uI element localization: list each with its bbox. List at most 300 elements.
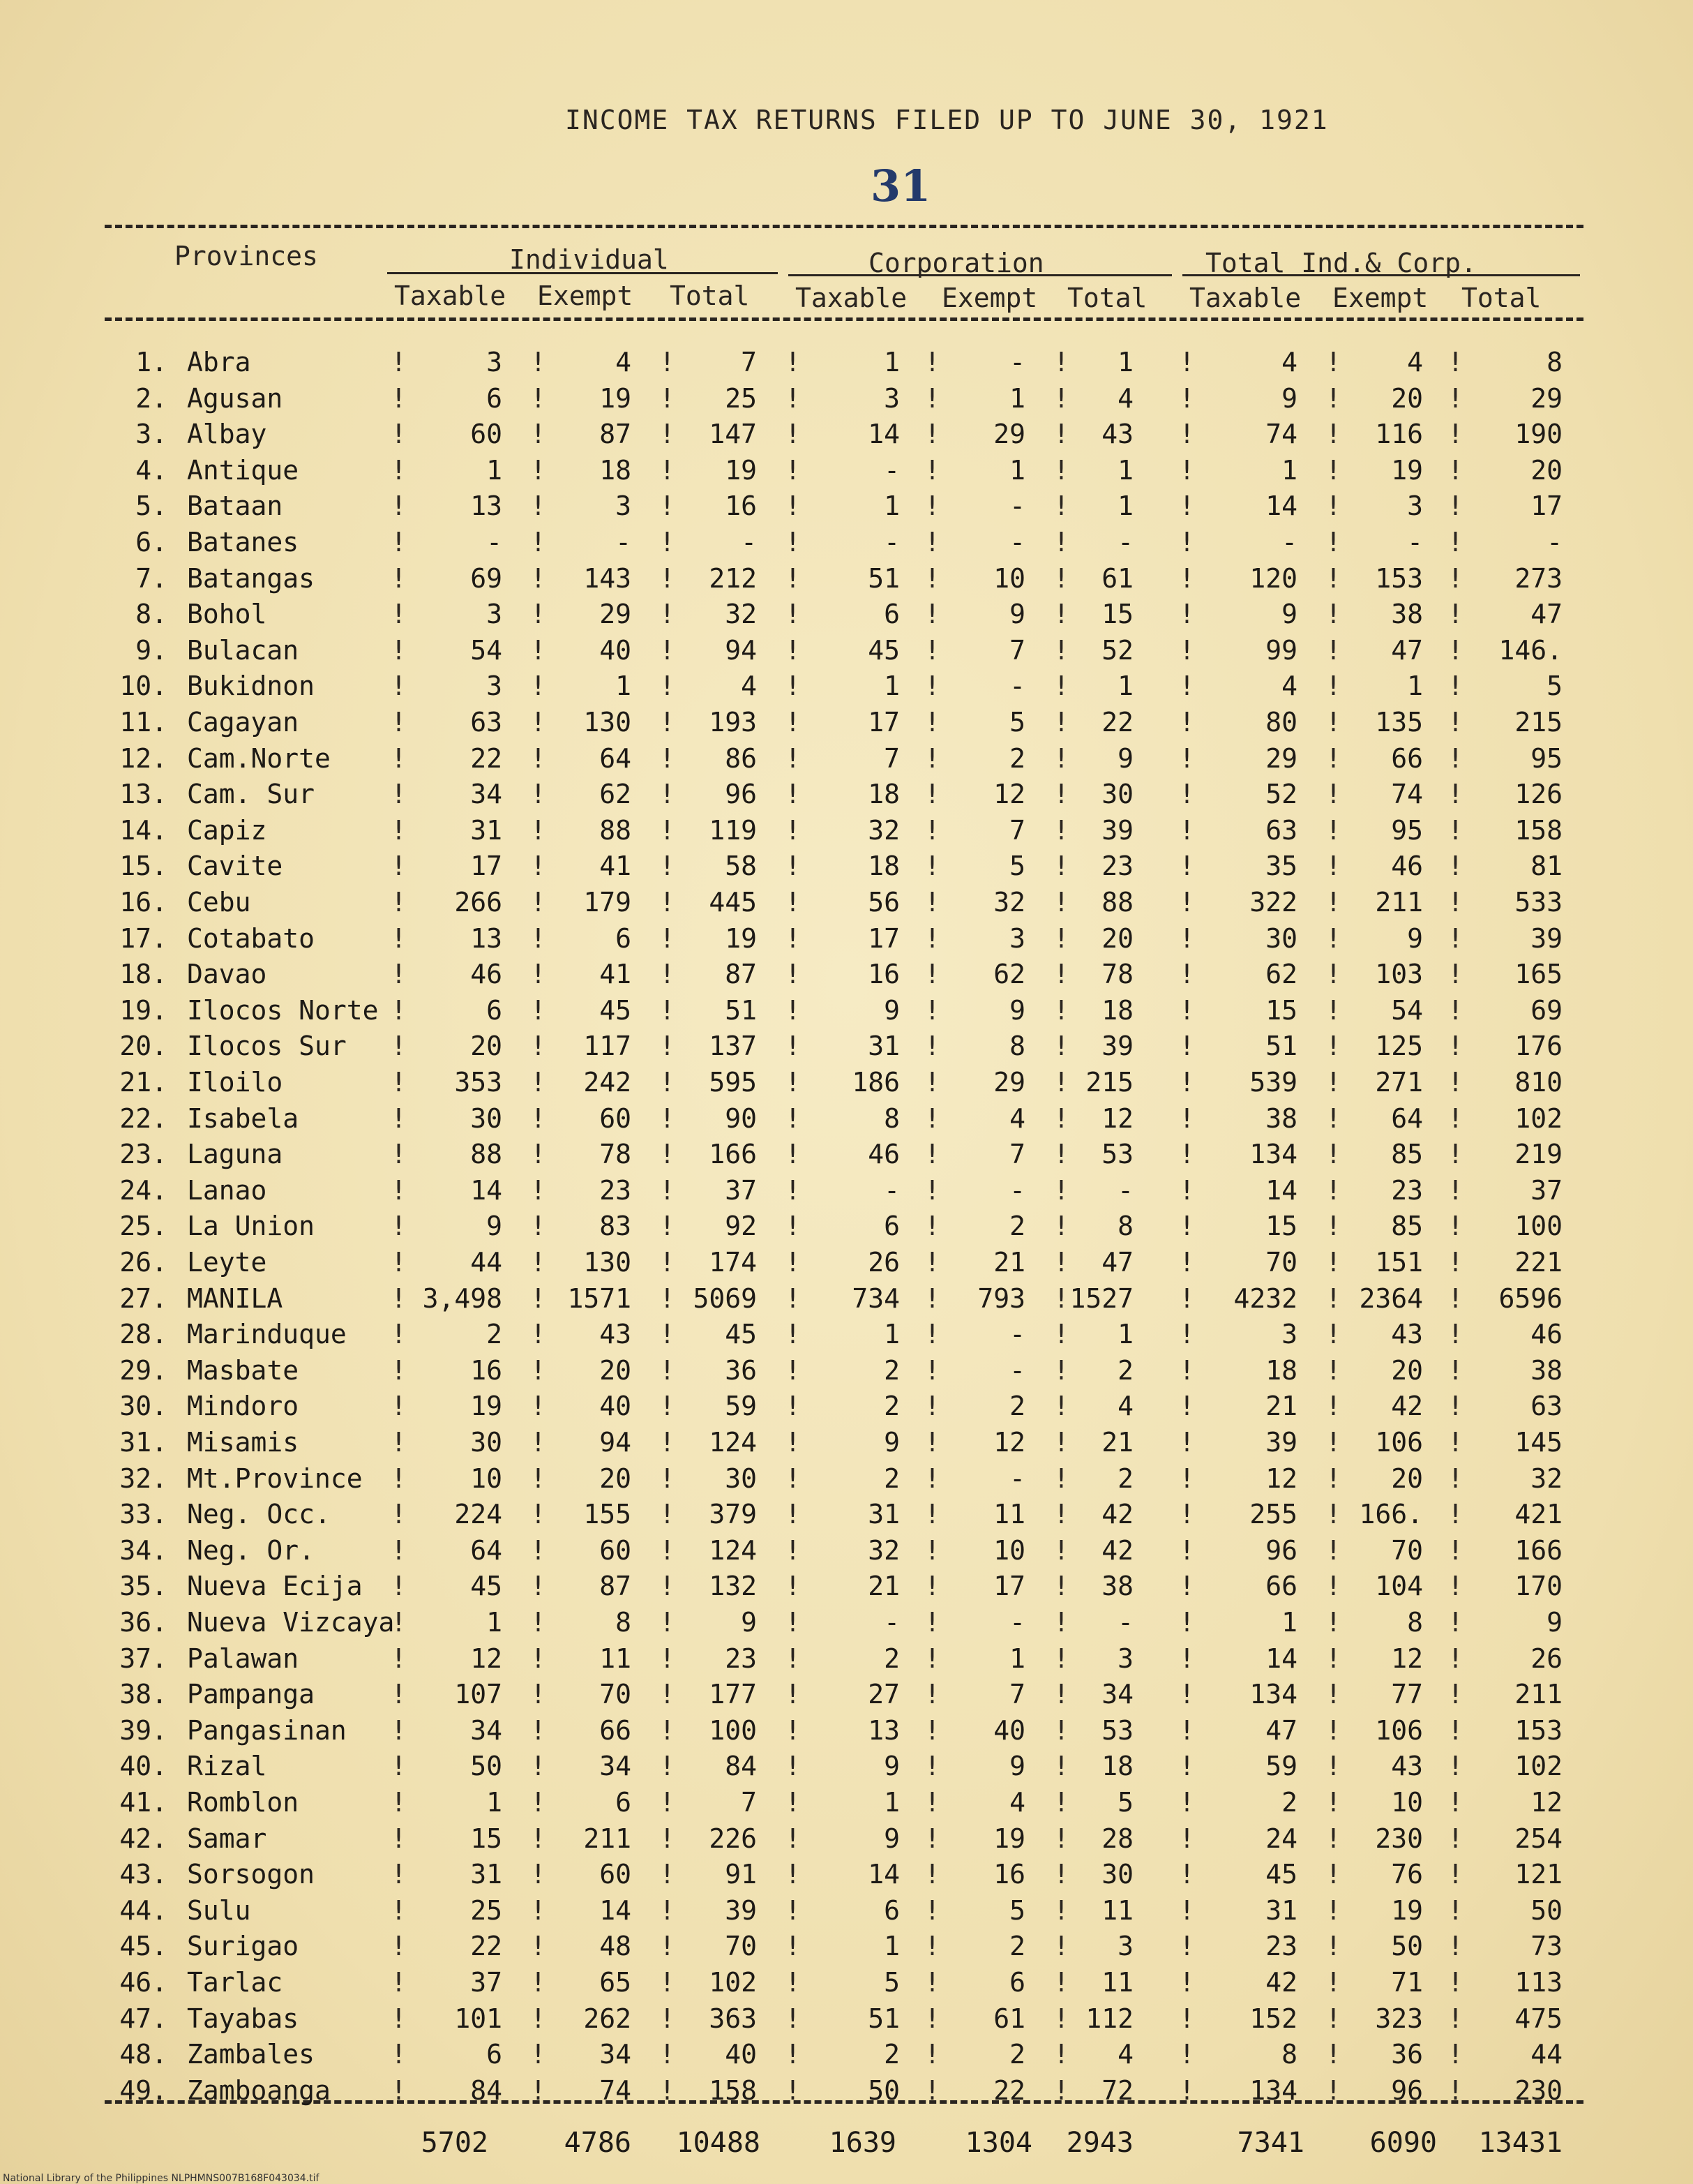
cell-ind-taxable: 19 xyxy=(470,1391,502,1422)
column-separator: ! xyxy=(1447,1174,1463,1206)
column-separator: ! xyxy=(391,1714,407,1746)
column-separator: ! xyxy=(391,1679,407,1710)
column-separator: ! xyxy=(391,1571,407,1602)
table-row xyxy=(0,1103,1693,1139)
column-separator: ! xyxy=(924,779,940,810)
cell-ind-total: 212 xyxy=(709,562,757,594)
row-number: 33. xyxy=(119,1499,167,1530)
column-separator: ! xyxy=(785,1211,801,1242)
cell-corp-total: 4 xyxy=(1118,1391,1134,1422)
total-ind-total: 10488 xyxy=(676,2127,760,2159)
cell-all-exempt: 70 xyxy=(1391,1534,1423,1566)
column-separator: ! xyxy=(530,599,546,630)
table-row xyxy=(0,959,1693,995)
column-separator: ! xyxy=(924,347,940,377)
column-separator: ! xyxy=(1447,527,1463,558)
all-total-header: Total xyxy=(1461,283,1542,313)
cell-all-total: 170 xyxy=(1514,1571,1563,1602)
cell-ind-taxable: 25 xyxy=(470,1894,502,1926)
cell-corp-total: 112 xyxy=(1085,2003,1134,2034)
cell-corp-total: 3 xyxy=(1118,1643,1134,1674)
column-separator: ! xyxy=(659,2039,675,2070)
column-separator: ! xyxy=(1053,1391,1069,1422)
ind-exempt-header: Exempt xyxy=(537,281,633,311)
cell-all-total: 12 xyxy=(1530,1787,1563,1818)
cell-all-total: 17 xyxy=(1530,491,1563,522)
table-row xyxy=(0,887,1693,923)
cell-corp-exempt: - xyxy=(1009,347,1025,377)
province-name: Iloilo xyxy=(187,1067,283,1098)
cell-ind-taxable: 12 xyxy=(470,1643,502,1674)
table-row xyxy=(0,491,1693,527)
cell-ind-exempt: 6 xyxy=(615,922,631,954)
column-separator: ! xyxy=(530,1427,546,1458)
column-separator: ! xyxy=(1325,1714,1341,1746)
cell-corp-total: - xyxy=(1118,1174,1134,1206)
cell-all-taxable: 31 xyxy=(1265,1894,1297,1926)
column-separator: ! xyxy=(1325,814,1341,846)
cell-corp-total: 47 xyxy=(1101,1247,1134,1278)
cell-corp-taxable: 1 xyxy=(884,1931,900,1962)
cell-corp-exempt: 4 xyxy=(1009,1102,1025,1134)
row-number: 46. xyxy=(119,1967,167,1998)
column-separator: ! xyxy=(1053,347,1069,377)
column-separator: ! xyxy=(659,454,675,486)
cell-corp-exempt: 1 xyxy=(1009,382,1025,414)
row-number: 12. xyxy=(119,742,167,774)
column-separator: ! xyxy=(530,1714,546,1746)
row-number: 23. xyxy=(119,1139,167,1170)
column-separator: ! xyxy=(530,1787,546,1818)
cell-ind-taxable: 266 xyxy=(454,887,502,918)
cell-corp-taxable: 31 xyxy=(868,1031,900,1062)
column-separator: ! xyxy=(1325,2039,1341,2070)
cell-corp-total: 1 xyxy=(1118,671,1134,702)
province-name: Isabela xyxy=(187,1102,299,1134)
column-separator: ! xyxy=(1179,1679,1195,1710)
column-separator: ! xyxy=(924,1427,940,1458)
cell-ind-total: 166 xyxy=(709,1139,757,1170)
cell-corp-taxable: 51 xyxy=(868,2003,900,2034)
column-separator: ! xyxy=(1053,742,1069,774)
cell-all-exempt: - xyxy=(1407,527,1423,558)
table-row xyxy=(0,1967,1693,2003)
cell-all-exempt: 106 xyxy=(1375,1714,1423,1746)
column-separator: ! xyxy=(391,454,407,486)
column-separator: ! xyxy=(1325,1427,1341,1458)
column-separator: ! xyxy=(659,1139,675,1170)
cell-ind-taxable: 3 xyxy=(486,347,502,377)
cell-corp-taxable: 26 xyxy=(868,1247,900,1278)
column-separator: ! xyxy=(1053,454,1069,486)
column-separator: ! xyxy=(659,959,675,990)
column-separator: ! xyxy=(530,491,546,522)
cell-all-exempt: 106 xyxy=(1375,1427,1423,1458)
column-separator: ! xyxy=(391,814,407,846)
cell-all-taxable: 1 xyxy=(1281,1607,1297,1638)
column-separator: ! xyxy=(785,562,801,594)
column-separator: ! xyxy=(659,1102,675,1134)
column-separator: ! xyxy=(1179,1354,1195,1386)
table-row xyxy=(0,455,1693,491)
table-row xyxy=(0,923,1693,959)
column-separator: ! xyxy=(530,1211,546,1242)
column-separator: ! xyxy=(530,2003,546,2034)
cell-all-total: 211 xyxy=(1514,1679,1563,1710)
column-separator: ! xyxy=(924,1787,940,1818)
cell-corp-total: 61 xyxy=(1101,562,1134,594)
column-separator: ! xyxy=(1053,1787,1069,1818)
table-row xyxy=(0,1211,1693,1247)
column-separator: ! xyxy=(659,1534,675,1566)
table-row xyxy=(0,1859,1693,1895)
column-separator: ! xyxy=(530,994,546,1026)
cell-all-total: 100 xyxy=(1514,1211,1563,1242)
cell-all-exempt: 230 xyxy=(1375,1823,1423,1854)
cell-corp-taxable: 2 xyxy=(884,1354,900,1386)
column-separator: ! xyxy=(1325,1139,1341,1170)
column-separator: ! xyxy=(391,2039,407,2070)
cell-ind-total: 23 xyxy=(725,1643,757,1674)
column-separator: ! xyxy=(1447,707,1463,738)
cell-corp-exempt: 19 xyxy=(993,1823,1025,1854)
column-separator: ! xyxy=(391,707,407,738)
column-separator: ! xyxy=(1447,1751,1463,1782)
column-separator: ! xyxy=(924,527,940,558)
row-number: 19. xyxy=(119,994,167,1026)
cell-ind-total: 39 xyxy=(725,1894,757,1926)
column-separator: ! xyxy=(530,562,546,594)
cell-ind-taxable: 64 xyxy=(470,1534,502,1566)
column-separator: ! xyxy=(530,1823,546,1854)
column-separator: ! xyxy=(1325,994,1341,1026)
column-separator: ! xyxy=(1325,1247,1341,1278)
row-number: 49. xyxy=(119,2074,167,2106)
column-separator: ! xyxy=(391,994,407,1026)
column-separator: ! xyxy=(785,1282,801,1314)
cell-corp-total: 30 xyxy=(1101,1859,1134,1890)
cell-ind-taxable: 16 xyxy=(470,1354,502,1386)
column-separator: ! xyxy=(530,1354,546,1386)
column-separator: ! xyxy=(1447,1247,1463,1278)
cell-all-exempt: 8 xyxy=(1407,1607,1423,1638)
cell-all-exempt: 71 xyxy=(1391,1967,1423,1998)
cell-corp-taxable: - xyxy=(884,454,900,486)
cell-all-taxable: 29 xyxy=(1265,742,1297,774)
cell-ind-exempt: 14 xyxy=(599,1894,631,1926)
cell-ind-total: 25 xyxy=(725,382,757,414)
province-name: Palawan xyxy=(187,1643,299,1674)
column-separator: ! xyxy=(924,1211,940,1242)
table-row xyxy=(0,1355,1693,1391)
province-name: La Union xyxy=(187,1211,315,1242)
column-separator: ! xyxy=(1053,994,1069,1026)
cell-corp-total: 18 xyxy=(1101,1751,1134,1782)
column-separator: ! xyxy=(1053,671,1069,702)
cell-corp-taxable: 9 xyxy=(884,1823,900,1854)
column-separator: ! xyxy=(391,527,407,558)
column-separator: ! xyxy=(1053,1571,1069,1602)
province-name: Davao xyxy=(187,959,267,990)
column-separator: ! xyxy=(391,1534,407,1566)
column-separator: ! xyxy=(391,491,407,522)
total-ind-taxable: 5702 xyxy=(421,2127,488,2159)
column-separator: ! xyxy=(1053,562,1069,594)
cell-corp-taxable: 45 xyxy=(868,634,900,666)
column-separator: ! xyxy=(530,1679,546,1710)
cell-all-taxable: 74 xyxy=(1265,419,1297,450)
cell-all-taxable: 9 xyxy=(1281,599,1297,630)
column-separator: ! xyxy=(1179,1643,1195,1674)
cell-all-exempt: 74 xyxy=(1391,779,1423,810)
cell-ind-exempt: 242 xyxy=(583,1067,631,1098)
cell-ind-total: 86 xyxy=(725,742,757,774)
column-separator: ! xyxy=(1325,347,1341,377)
ind-total-header: Total xyxy=(670,281,750,311)
column-separator: ! xyxy=(530,382,546,414)
cell-corp-total: 34 xyxy=(1101,1679,1134,1710)
column-separator: ! xyxy=(785,922,801,954)
province-name: Pangasinan xyxy=(187,1714,347,1746)
cell-corp-taxable: 2 xyxy=(884,1643,900,1674)
cell-ind-taxable: 37 xyxy=(470,1967,502,1998)
column-separator: ! xyxy=(659,1751,675,1782)
column-separator: ! xyxy=(924,1463,940,1494)
column-separator: ! xyxy=(924,1571,940,1602)
column-separator: ! xyxy=(1325,922,1341,954)
cell-corp-exempt: - xyxy=(1009,1607,1025,1638)
page-number: 31 xyxy=(871,160,931,211)
cell-corp-total: 22 xyxy=(1101,707,1134,738)
column-separator: ! xyxy=(659,2074,675,2106)
province-name: Tarlac xyxy=(187,1967,283,1998)
column-separator: ! xyxy=(785,779,801,810)
column-separator: ! xyxy=(530,707,546,738)
column-separator: ! xyxy=(659,1354,675,1386)
cell-corp-exempt: 6 xyxy=(1009,1967,1025,1998)
total-corp-total: 2943 xyxy=(1066,2127,1134,2159)
row-number: 35. xyxy=(119,1571,167,1602)
row-number: 7. xyxy=(135,562,167,594)
column-separator: ! xyxy=(530,2039,546,2070)
cell-all-exempt: 46 xyxy=(1391,851,1423,882)
province-name: Misamis xyxy=(187,1427,299,1458)
cell-corp-taxable: 16 xyxy=(868,959,900,990)
cell-ind-taxable: 14 xyxy=(470,1174,502,1206)
cell-all-exempt: 43 xyxy=(1391,1319,1423,1350)
cell-all-taxable: 42 xyxy=(1265,1967,1297,1998)
cell-all-total: 475 xyxy=(1514,2003,1563,2034)
cell-all-exempt: 50 xyxy=(1391,1931,1423,1962)
cell-ind-taxable: 50 xyxy=(470,1751,502,1782)
column-separator: ! xyxy=(1447,562,1463,594)
cell-ind-total: 100 xyxy=(709,1714,757,1746)
row-number: 36. xyxy=(119,1607,167,1638)
table-row xyxy=(0,347,1693,383)
province-name: Sorsogon xyxy=(187,1859,315,1890)
row-number: 2. xyxy=(135,382,167,414)
cell-ind-taxable: 30 xyxy=(470,1427,502,1458)
column-separator: ! xyxy=(391,1643,407,1674)
row-number: 13. xyxy=(119,779,167,810)
column-separator: ! xyxy=(785,814,801,846)
column-separator: ! xyxy=(1179,707,1195,738)
cell-corp-taxable: 17 xyxy=(868,707,900,738)
cell-all-taxable: 62 xyxy=(1265,959,1297,990)
column-separator: ! xyxy=(1179,1211,1195,1242)
column-separator: ! xyxy=(391,1427,407,1458)
cell-corp-taxable: 1 xyxy=(884,491,900,522)
cell-ind-taxable: 34 xyxy=(470,1714,502,1746)
column-separator: ! xyxy=(1325,1174,1341,1206)
column-separator: ! xyxy=(1325,1967,1341,1998)
cell-ind-exempt: 4 xyxy=(615,347,631,377)
cell-all-taxable: 134 xyxy=(1249,1679,1297,1710)
cell-corp-total: 52 xyxy=(1101,634,1134,666)
column-separator: ! xyxy=(1325,851,1341,882)
cell-ind-exempt: 6 xyxy=(615,1787,631,1818)
column-separator: ! xyxy=(924,1894,940,1926)
cell-ind-total: 9 xyxy=(741,1607,757,1638)
cell-corp-taxable: 734 xyxy=(852,1282,900,1314)
column-separator: ! xyxy=(785,1823,801,1854)
column-separator: ! xyxy=(391,1894,407,1926)
total-all-taxable: 7341 xyxy=(1237,2127,1304,2159)
row-number: 34. xyxy=(119,1534,167,1566)
cell-corp-exempt: 5 xyxy=(1009,1894,1025,1926)
column-separator: ! xyxy=(530,1319,546,1350)
cell-ind-exempt: 18 xyxy=(599,454,631,486)
cell-all-exempt: 4 xyxy=(1407,347,1423,377)
cell-ind-exempt: 11 xyxy=(599,1643,631,1674)
cell-corp-taxable: - xyxy=(884,527,900,558)
column-separator: ! xyxy=(1179,779,1195,810)
column-separator: ! xyxy=(1053,527,1069,558)
cell-ind-taxable: 54 xyxy=(470,634,502,666)
column-separator: ! xyxy=(391,1859,407,1890)
column-separator: ! xyxy=(785,1534,801,1566)
column-separator: ! xyxy=(530,814,546,846)
column-separator: ! xyxy=(1053,707,1069,738)
column-separator: ! xyxy=(530,1931,546,1962)
row-number: 22. xyxy=(119,1102,167,1134)
column-separator: ! xyxy=(1325,742,1341,774)
cell-corp-taxable: 14 xyxy=(868,419,900,450)
column-separator: ! xyxy=(1447,1571,1463,1602)
cell-ind-taxable: 353 xyxy=(454,1067,502,1098)
cell-corp-exempt: 8 xyxy=(1009,1031,1025,1062)
cell-all-total: 165 xyxy=(1514,959,1563,990)
cell-all-exempt: 20 xyxy=(1391,1463,1423,1494)
column-separator: ! xyxy=(391,1931,407,1962)
cell-all-taxable: 539 xyxy=(1249,1067,1297,1098)
cell-corp-total: 42 xyxy=(1101,1499,1134,1530)
column-separator: ! xyxy=(1325,1534,1341,1566)
column-separator: ! xyxy=(924,1967,940,1998)
cell-ind-exempt: 130 xyxy=(583,1247,631,1278)
column-separator: ! xyxy=(1325,1463,1341,1494)
table-row xyxy=(0,419,1693,455)
province-name: Capiz xyxy=(187,814,267,846)
corp-taxable-header: Taxable xyxy=(795,283,908,313)
column-separator: ! xyxy=(391,851,407,882)
cell-corp-taxable: 17 xyxy=(868,922,900,954)
cell-ind-total: 16 xyxy=(725,491,757,522)
column-separator: ! xyxy=(1325,562,1341,594)
cell-corp-total: 39 xyxy=(1101,814,1134,846)
cell-all-taxable: 23 xyxy=(1265,1931,1297,1962)
column-separator: ! xyxy=(659,1031,675,1062)
cell-all-taxable: 21 xyxy=(1265,1391,1297,1422)
cell-all-exempt: 2364 xyxy=(1359,1282,1423,1314)
column-separator: ! xyxy=(1053,634,1069,666)
cell-corp-taxable: 2 xyxy=(884,1391,900,1422)
column-separator: ! xyxy=(391,1463,407,1494)
column-separator: ! xyxy=(1447,671,1463,702)
row-number: 45. xyxy=(119,1931,167,1962)
row-number: 25. xyxy=(119,1211,167,1242)
cell-all-exempt: 166. xyxy=(1359,1499,1423,1530)
cell-ind-exempt: 60 xyxy=(599,1102,631,1134)
column-separator: ! xyxy=(924,1139,940,1170)
column-separator: ! xyxy=(659,1607,675,1638)
cell-all-total: 69 xyxy=(1530,994,1563,1026)
cell-ind-taxable: 22 xyxy=(470,1931,502,1962)
column-separator: ! xyxy=(1447,1319,1463,1350)
column-separator: ! xyxy=(391,1607,407,1638)
total-corp-taxable: 1639 xyxy=(829,2127,896,2159)
cell-ind-total: 147 xyxy=(709,419,757,450)
row-number: 44. xyxy=(119,1894,167,1926)
cell-all-total: 145 xyxy=(1514,1427,1563,1458)
column-separator: ! xyxy=(1447,1031,1463,1062)
table-row xyxy=(0,707,1693,743)
column-separator: ! xyxy=(1447,491,1463,522)
column-separator: ! xyxy=(1053,1679,1069,1710)
column-separator: ! xyxy=(530,779,546,810)
cell-ind-exempt: 74 xyxy=(599,2074,631,2106)
cell-ind-exempt: 83 xyxy=(599,1211,631,1242)
cell-ind-total: 137 xyxy=(709,1031,757,1062)
column-separator: ! xyxy=(659,1714,675,1746)
cell-corp-exempt: 9 xyxy=(1009,994,1025,1026)
column-separator: ! xyxy=(1179,1894,1195,1926)
cell-ind-total: 92 xyxy=(725,1211,757,1242)
cell-ind-exempt: 62 xyxy=(599,779,631,810)
column-separator: ! xyxy=(1447,1643,1463,1674)
table-row xyxy=(0,1175,1693,1211)
cell-corp-taxable: 2 xyxy=(884,1463,900,1494)
column-separator: ! xyxy=(1179,1499,1195,1530)
cell-corp-taxable: - xyxy=(884,1607,900,1638)
cell-ind-exempt: 41 xyxy=(599,851,631,882)
cell-ind-total: 70 xyxy=(725,1931,757,1962)
cell-ind-exempt: 88 xyxy=(599,814,631,846)
cell-ind-taxable: 3,498 xyxy=(422,1282,502,1314)
cell-corp-taxable: 51 xyxy=(868,562,900,594)
column-separator: ! xyxy=(1053,1067,1069,1098)
cell-ind-taxable: 10 xyxy=(470,1463,502,1494)
cell-corp-taxable: 9 xyxy=(884,1751,900,1782)
column-separator: ! xyxy=(1053,1354,1069,1386)
cell-ind-exempt: 179 xyxy=(583,887,631,918)
column-separator: ! xyxy=(1179,1247,1195,1278)
column-separator: ! xyxy=(1325,1679,1341,1710)
table-row xyxy=(0,1031,1693,1067)
cell-ind-exempt: 65 xyxy=(599,1967,631,1998)
cell-ind-taxable: 2 xyxy=(486,1319,502,1350)
column-separator: ! xyxy=(1179,671,1195,702)
